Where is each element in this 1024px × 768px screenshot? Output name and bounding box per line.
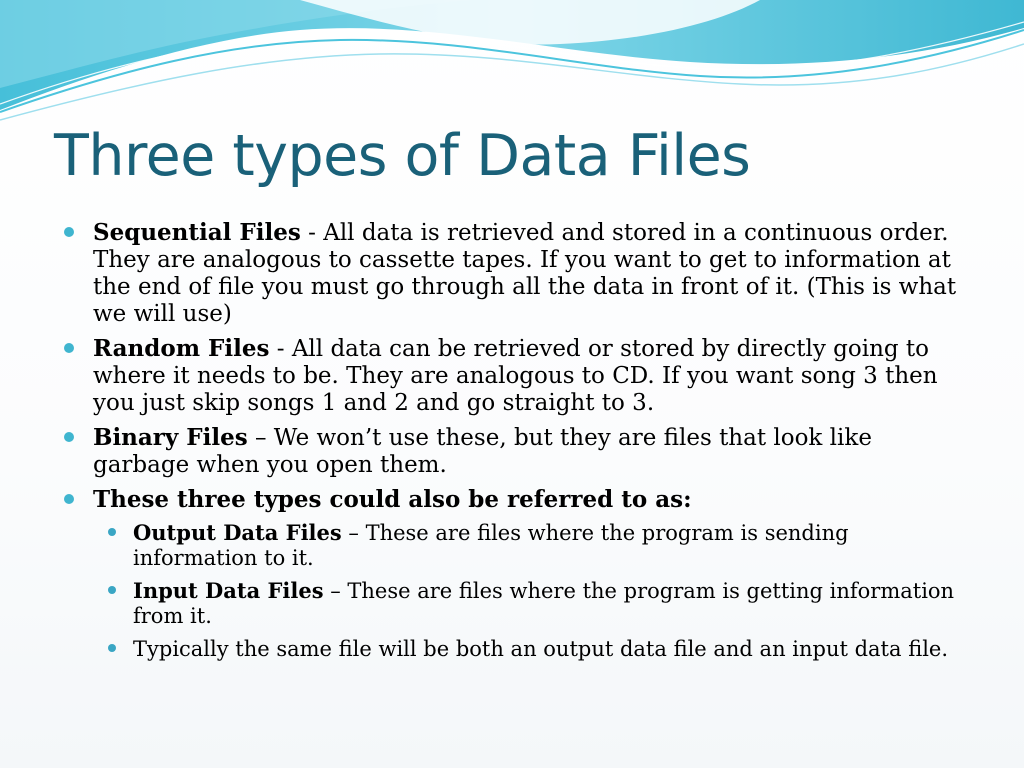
sub-bullet-text: – These are files where the program is sending information to it. <box>133 521 849 570</box>
bullet-list <box>60 219 960 662</box>
sub-bullet-text: – These are files where the program is getting information from it. <box>133 579 955 628</box>
bullet-item-random-files <box>60 335 960 417</box>
sub-bullet-output-data-files <box>93 520 960 571</box>
sub-bullet-input-data-files <box>93 578 960 629</box>
bullet-item-also-referred <box>60 486 960 662</box>
bullet-item-sequential-files <box>60 219 960 328</box>
sub-bullet-term: Output Data Files <box>133 520 342 545</box>
bullet-term: Binary Files <box>93 424 248 451</box>
bullet-dot-icon <box>64 343 74 353</box>
bullet-item-binary-files <box>60 424 960 479</box>
bullet-dot-icon <box>64 432 74 442</box>
sub-bullet-term: Input Data Files <box>133 578 324 603</box>
bullet-term: Random Files <box>93 335 270 362</box>
wave-header-decoration <box>0 0 1024 130</box>
bullet-term: These three types could also be referred to as: <box>93 486 692 513</box>
sub-bullet-dot-icon <box>108 644 116 652</box>
sub-bullet-typically-same-file <box>93 636 960 662</box>
sub-bullet-dot-icon <box>108 528 116 536</box>
bullet-term: Sequential Files <box>93 219 301 246</box>
bullet-dot-icon <box>64 494 74 504</box>
slide-title: Three types of Data Files <box>54 123 751 189</box>
sub-bullet-list <box>93 520 960 662</box>
bullet-text: – We won’t use these, but they are files that look like garbage when you open them. <box>93 425 872 478</box>
slide-content <box>60 219 960 669</box>
bullet-text: - All data can be retrieved or stored by directly going to where it needs to be. They are analogous to CD. If you want song 3 then you just skip songs 1 and 2 and go straight to 3. <box>93 336 938 416</box>
sub-bullet-text: Typically the same file will be both an output data file and an input data file. <box>133 637 949 661</box>
bullet-text: - All data is retrieved and stored in a continuous order. They are analogous to cassette tapes. If you want to get to information at the end of file you must go through all the data in front of it. (This is what we will use) <box>93 220 957 327</box>
bullet-dot-icon <box>64 227 74 237</box>
sub-bullet-dot-icon <box>108 586 116 594</box>
